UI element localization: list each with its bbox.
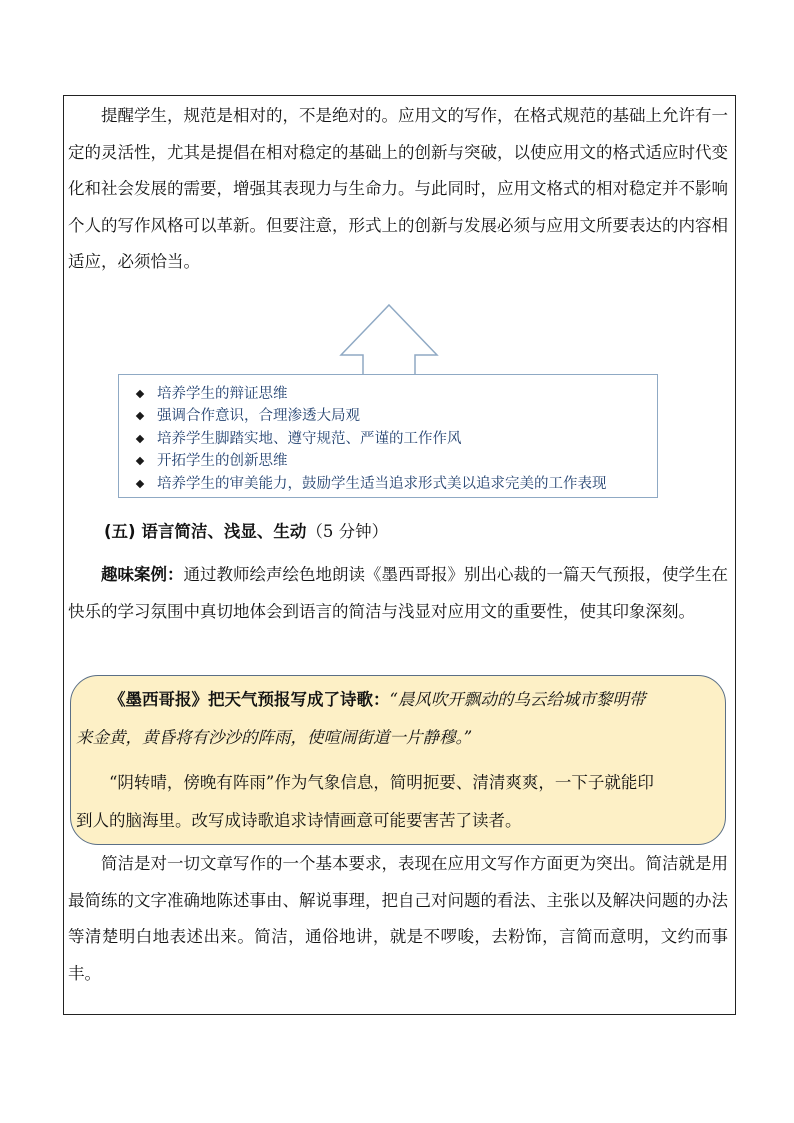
diamond-bullet-icon bbox=[136, 412, 144, 420]
section-heading bbox=[104, 518, 388, 542]
diamond-bullet-icon bbox=[136, 435, 144, 443]
case-paragraph bbox=[68, 557, 728, 630]
table-bottom-border bbox=[63, 1014, 736, 1015]
up-arrow-icon bbox=[339, 303, 439, 375]
diamond-bullet-icon bbox=[136, 479, 144, 487]
goals-list-box bbox=[118, 374, 658, 498]
case-label: 趣味案例： bbox=[101, 565, 184, 584]
paragraph-top: 提醒学生，规范是相对的，不是绝对的。应用文的写作，在格式规范的基础上允许有一定的灵活性，尤其是提倡在相对稳定的基础上的创新与突破，以使应用文的格式适应时代变化和社会发展的需要，增强其表现力与生命力。与此同时，应用文格式的相对稳定并不影响个人的写作风格可以革新。但要注意，形式上的创新与发展必须与应用文所要表达的内容相适应，必须恰当。 bbox=[68, 106, 728, 271]
goal-item: 开拓学生的创新思维 bbox=[133, 450, 657, 472]
goal-item: 强调合作意识，合理渗透大局观 bbox=[133, 405, 657, 427]
quote-line-4: 到人的脑海里。改写成诗歌追求诗情画意可能要害苦了读者。 bbox=[76, 811, 522, 830]
goal-item: 培养学生的辩证思维 bbox=[133, 383, 657, 405]
diamond-bullet-icon bbox=[136, 390, 144, 398]
diamond-bullet-icon bbox=[136, 457, 144, 465]
case-text: 通过教师绘声绘色地朗读《墨西哥报》别出心裁的一篇天气预报，使学生在快乐的学习氛围中真切地体会到语言的简洁与浅显对应用文的重要性，使其印象深刻。 bbox=[68, 565, 728, 621]
section-duration: （5 分钟） bbox=[306, 522, 389, 541]
goal-item: 培养学生脚踏实地、遵守规范、严谨的工作作风 bbox=[133, 428, 657, 450]
quote-line-1: 《墨西哥报》把天气预报写成了诗歌：“晨风吹开飘动的乌云给城市黎明带 bbox=[109, 690, 646, 709]
paragraph-bottom: 简洁是对一切文章写作的一个基本要求，表现在应用文写作方面更为突出。简洁就是用最简练的文字准确地陈述事由、解说事理，把自己对问题的看法、主张以及解决问题的办法等清楚明白地表述出来。简洁，通俗地讲，就是不啰唆，去粉饰，言简而意明，文约而事丰。 bbox=[68, 854, 728, 983]
quote-line-3: “阴转晴，傍晚有阵雨”作为气象信息，简明扼要、清清爽爽，一下子就能印 bbox=[109, 773, 654, 792]
section-title: (五) 语言简洁、浅显、生动 bbox=[104, 522, 307, 541]
goal-item: 培养学生的审美能力，鼓励学生适当追求形式美以追求完美的工作表现 bbox=[133, 473, 657, 495]
quote-line-2: 来金黄，黄昏将有沙沙的阵雨，使喧闹街道一片静穆。” bbox=[76, 728, 473, 747]
